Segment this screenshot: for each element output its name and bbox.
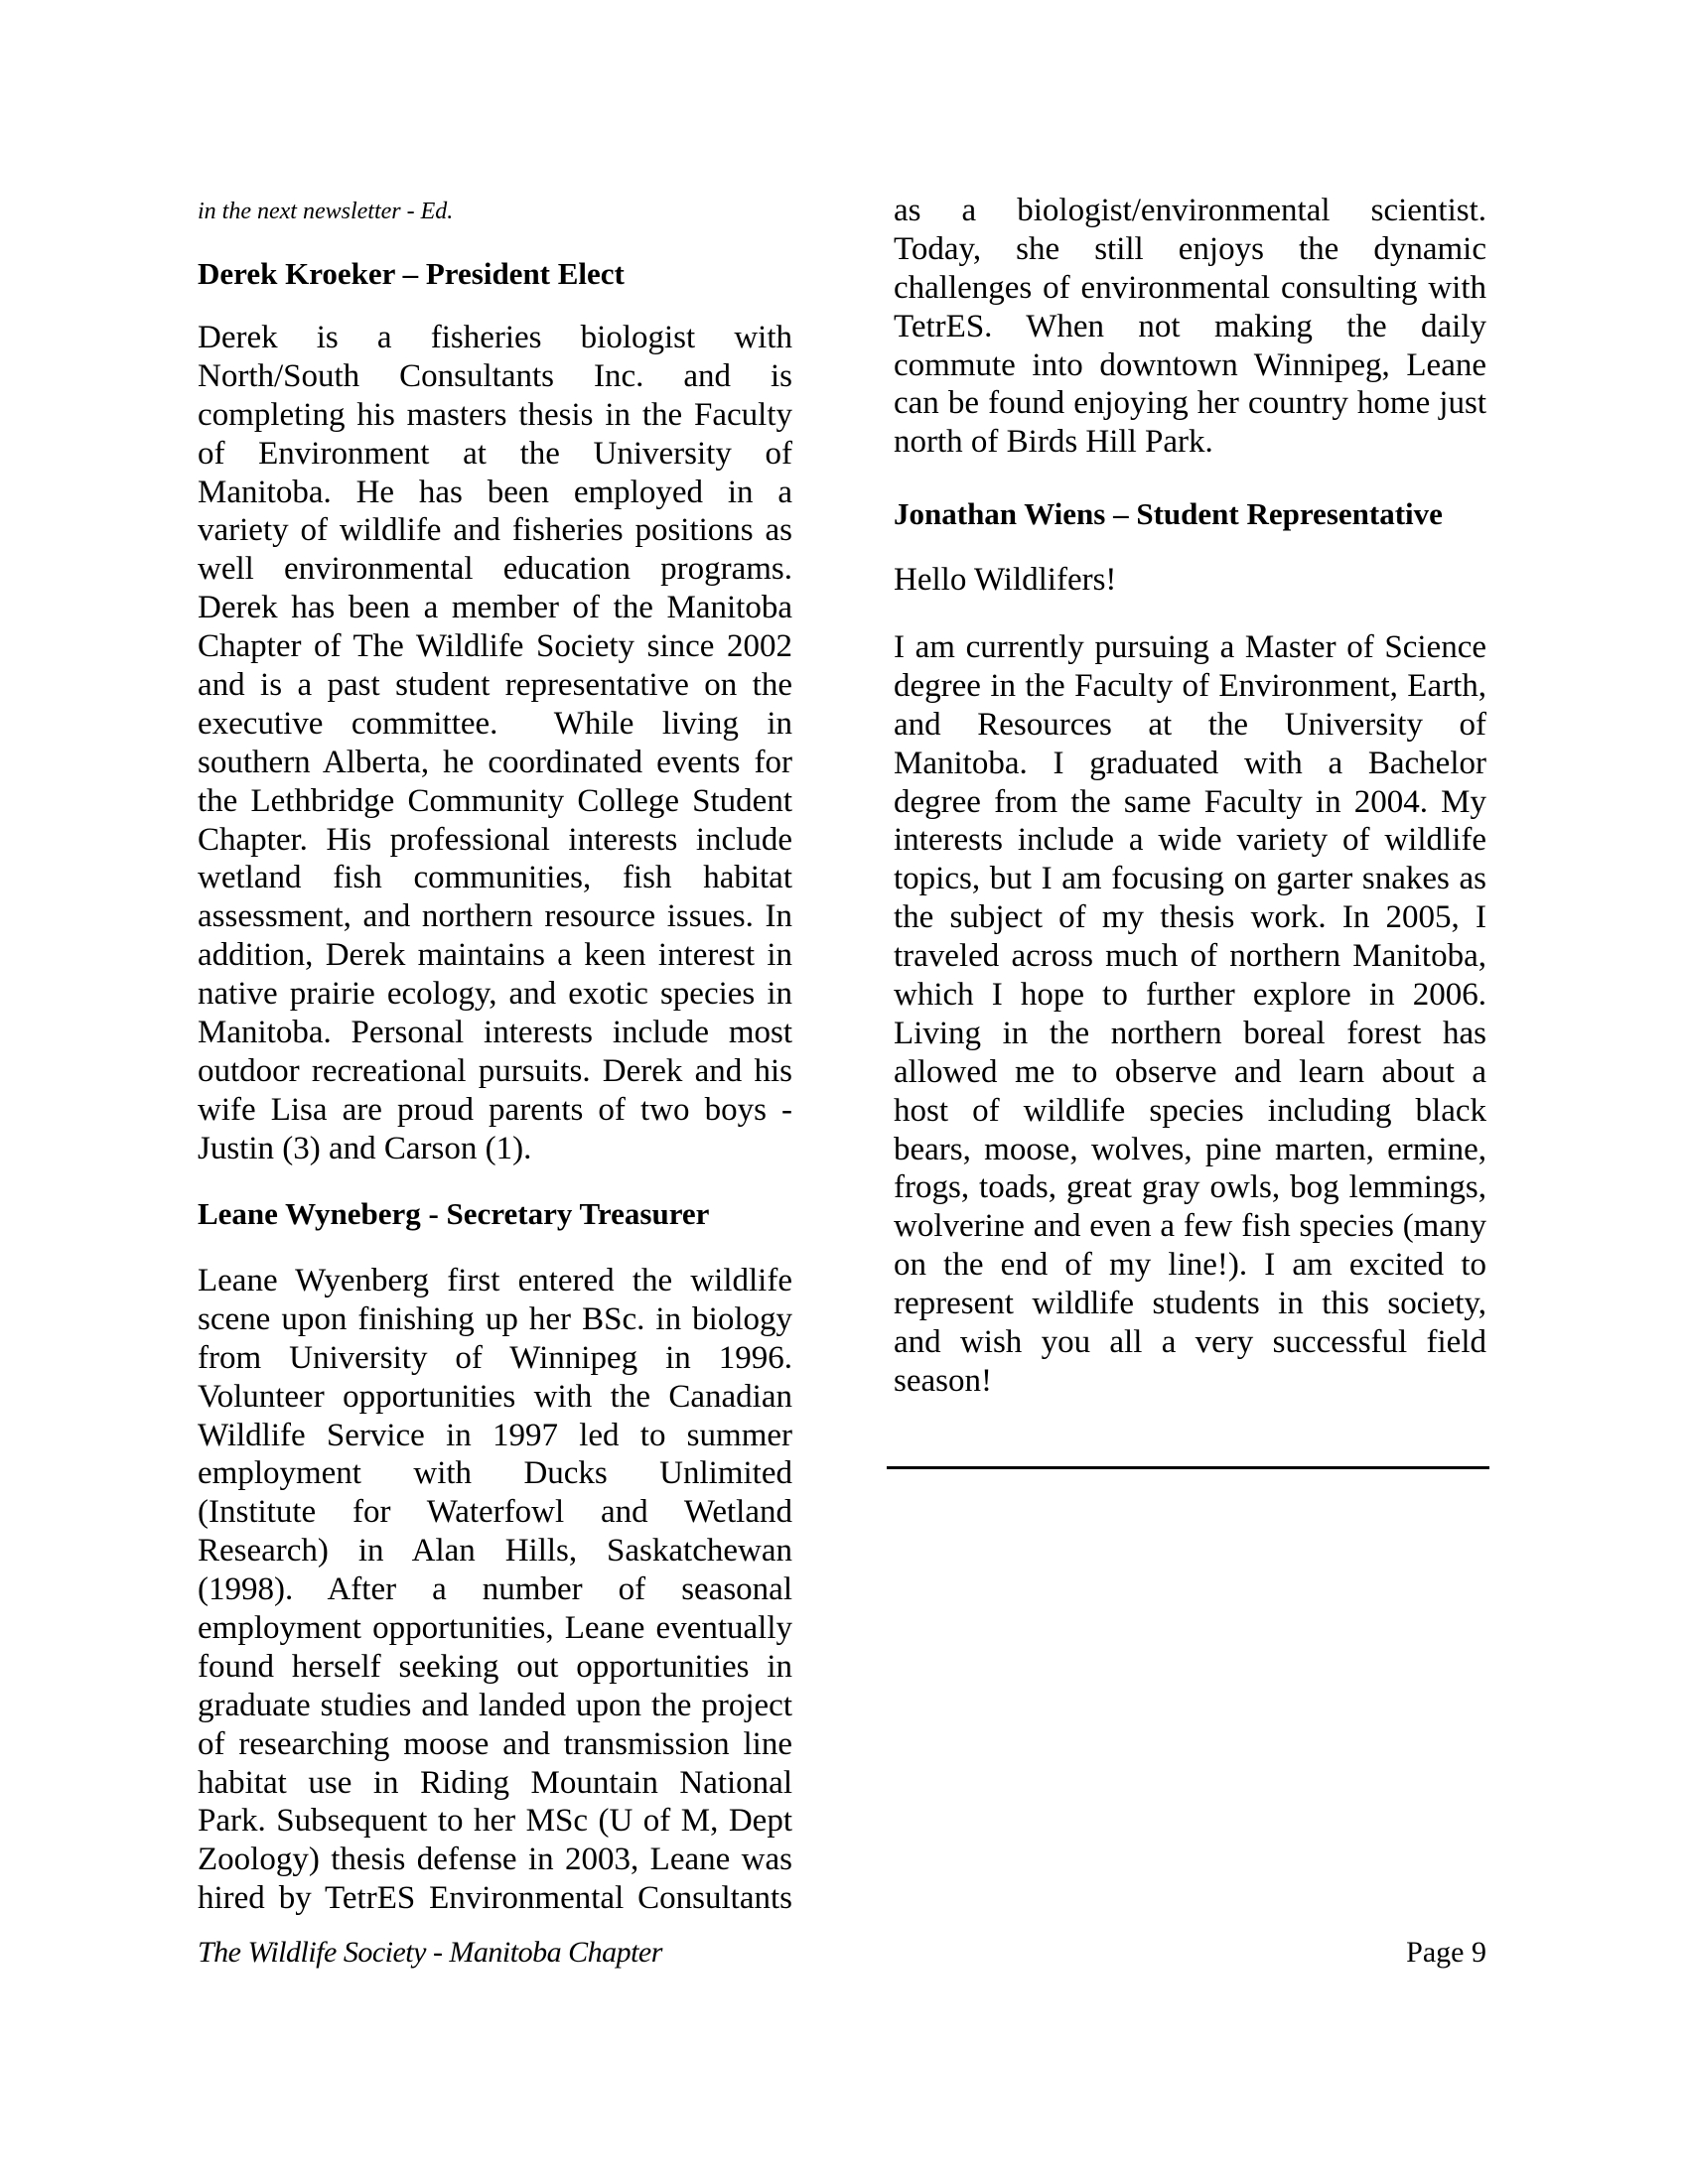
text-line: Research) in Alan Hills, Saskatchewan (198, 1533, 792, 1570)
paragraph-derek-bio (198, 319, 792, 1168)
text-line: Derek has been a member of the Manitoba (198, 590, 792, 626)
text-line: can be found enjoying her country home just (894, 385, 1486, 422)
text-line: and wish you all a very successful field (894, 1324, 1486, 1361)
text-line: executive committee. While living in (198, 705, 792, 742)
text-line: addition, Derek maintains a keen interest in (198, 937, 792, 974)
text-line: as a biologist/environmental scientist. (894, 193, 1486, 228)
text-line: (1998). After a number of seasonal (198, 1571, 792, 1608)
text-line: completing his masters thesis in the Faculty (198, 396, 792, 433)
text-line: Hello Wildlifers! (894, 562, 1117, 598)
text-line: employment opportunities, Leane eventually (198, 1610, 792, 1647)
text-line: Park. Subsequent to her MSc (U of M, Dept (198, 1803, 792, 1840)
text-line: challenges of environmental consulting with (894, 269, 1486, 306)
text-line: degree in the Faculty of Environment, Earth, (894, 667, 1486, 704)
text-line: scene upon finishing up her BSc. in biology (198, 1300, 792, 1337)
text-line: which I hope to further explore in 2006. (894, 977, 1486, 1014)
text-line: Manitoba. Personal interests include most (198, 1015, 792, 1051)
text-line: well environmental education programs. (198, 551, 792, 588)
text-line: Justin (3) and Carson (1). (198, 1130, 532, 1166)
section-heading-derek: Derek Kroeker – President Elect (198, 256, 625, 291)
text-line: TetrES. When not making the daily (894, 308, 1486, 344)
footer-publication-title: The Wildlife Society - Manitoba Chapter (198, 1936, 662, 1969)
text-line: hired by TetrES Environmental Consultants (198, 1880, 792, 1917)
text-line: habitat use in Riding Mountain National (198, 1764, 792, 1801)
text-line: outdoor recreational pursuits. Derek and his (198, 1052, 792, 1089)
text-line: southern Alberta, he coordinated events for (198, 744, 792, 780)
text-line: (Institute for Waterfowl and Wetland (198, 1494, 792, 1531)
text-line: variety of wildlife and fisheries positions as (198, 512, 792, 549)
text-line: Chapter. His professional interests include (198, 821, 792, 858)
text-line: Manitoba. He has been employed in a (198, 474, 792, 510)
text-line: the subject of my thesis work. In 2005, I (894, 899, 1486, 936)
text-line: degree from the same Faculty in 2004. My (894, 783, 1486, 820)
text-line: Manitoba. I graduated with a Bachelor (894, 745, 1486, 781)
section-divider-rule (887, 1466, 1489, 1469)
paragraph-leane-bio-continued (894, 192, 1486, 462)
section-heading-leane: Leane Wyneberg - Secretary Treasurer (198, 1196, 710, 1231)
text-line: and Resources at the University of (894, 706, 1486, 743)
text-line: Chapter of The Wildlife Society since 2002 (198, 628, 792, 665)
text-line: from University of Winnipeg in 1996. (198, 1339, 792, 1376)
text-line: Wildlife Service in 1997 led to summer (198, 1417, 792, 1453)
text-line: frogs, toads, great gray owls, bog lemmings, (894, 1169, 1486, 1206)
text-line: assessment, and northern resource issues. In (198, 898, 792, 935)
greeting (894, 561, 1486, 600)
text-line: represent wildlife students in this society, (894, 1286, 1486, 1322)
text-line: Volunteer opportunities with the Canadian (198, 1378, 792, 1415)
text-line: North/South Consultants Inc. and is (198, 357, 792, 394)
continuation-note: in the next newsletter - Ed. (198, 199, 454, 224)
text-line: wife Lisa are proud parents of two boys - (198, 1091, 792, 1128)
text-line: allowed me to observe and learn about a (894, 1053, 1486, 1090)
text-line: and is a past student representative on the (198, 667, 792, 704)
text-line: graduate studies and landed upon the project (198, 1687, 792, 1723)
text-line: the Lethbridge Community College Student (198, 782, 792, 819)
text-line: found herself seeking out opportunities in (198, 1648, 792, 1685)
text-line: topics, but I am focusing on garter snakes as (894, 861, 1486, 897)
text-line: north of Birds Hill Park. (894, 424, 1213, 461)
text-line: of Environment at the University of (198, 435, 792, 472)
text-line: Derek is a fisheries biologist with (198, 320, 792, 355)
text-line: commute into downtown Winnipeg, Leane (894, 346, 1486, 383)
section-heading-jonathan: Jonathan Wiens – Student Representative (894, 496, 1443, 531)
text-line: Zoology) thesis defense in 2003, Leane was (198, 1842, 792, 1878)
text-line: season! (894, 1362, 992, 1399)
paragraph-jonathan-bio (894, 628, 1486, 1401)
text-line: Leane Wyenberg first entered the wildlife (198, 1263, 792, 1298)
text-line: host of wildlife species including black (894, 1092, 1486, 1129)
text-line: interests include a wide variety of wildlife (894, 822, 1486, 859)
text-line: Today, she still enjoys the dynamic (894, 230, 1486, 267)
text-line: traveled across much of northern Manitoba, (894, 938, 1486, 975)
text-line: bears, moose, wolves, pine marten, ermine, (894, 1131, 1486, 1167)
text-line: wetland fish communities, fish habitat (198, 860, 792, 896)
text-line: employment with Ducks Unlimited (198, 1455, 792, 1492)
text-line: on the end of my line!). I am excited to (894, 1247, 1486, 1284)
text-line: of researching moose and transmission line (198, 1725, 792, 1762)
text-line: wolverine and even a few fish species (many (894, 1208, 1486, 1245)
paragraph-leane-bio (198, 1262, 792, 1918)
text-line: I am currently pursuing a Master of Science (894, 629, 1486, 665)
footer-page-number: Page 9 (1406, 1936, 1486, 1969)
text-line: native prairie ecology, and exotic species in (198, 976, 792, 1013)
text-line: Living in the northern boreal forest has (894, 1015, 1486, 1051)
